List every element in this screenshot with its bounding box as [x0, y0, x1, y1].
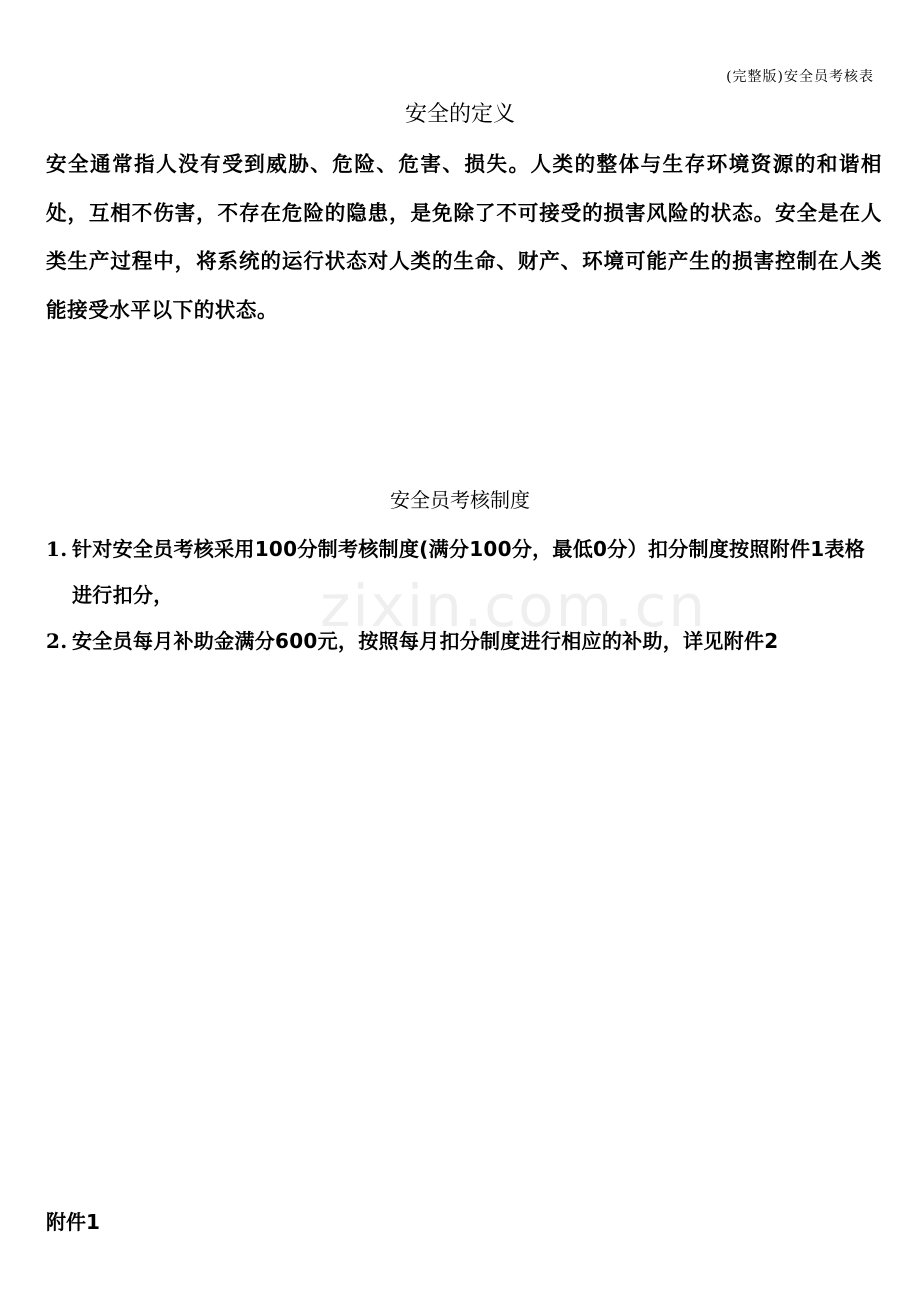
attachment-label: 附件1	[46, 1210, 100, 1234]
list-item-number: 2.	[46, 629, 68, 653]
watermark: zixin.com.cn	[320, 572, 708, 640]
section-title-assessment-system: 安全员考核制度	[390, 488, 530, 512]
page-header: (完整版)安全员考核表	[726, 69, 874, 85]
section-title-safety-definition: 安全的定义	[404, 102, 515, 127]
list-item-number: 1.	[46, 537, 68, 561]
list-item-text: 针对安全员考核采用100分制考核制度(满分100分，最低0分）扣分制度按照附件1表格进行扣分，	[72, 537, 866, 607]
list-item-text: 安全员每月补助金满分600元，按照每月扣分制度进行相应的补助，详见附件2	[72, 629, 779, 653]
safety-definition-paragraph: 安全通常指人没有受到威胁、危险、危害、损失。人类的整体与生存环境资源的和谐相处，互相不伤害，不存在危险的隐患，是免除了不可接受的损害风险的状态。安全是在人类生产过程中，将系统的运行状态对人类的生命、财产、环境可能产生的损害控制在人类能接受水平以下的状态。	[46, 152, 882, 322]
